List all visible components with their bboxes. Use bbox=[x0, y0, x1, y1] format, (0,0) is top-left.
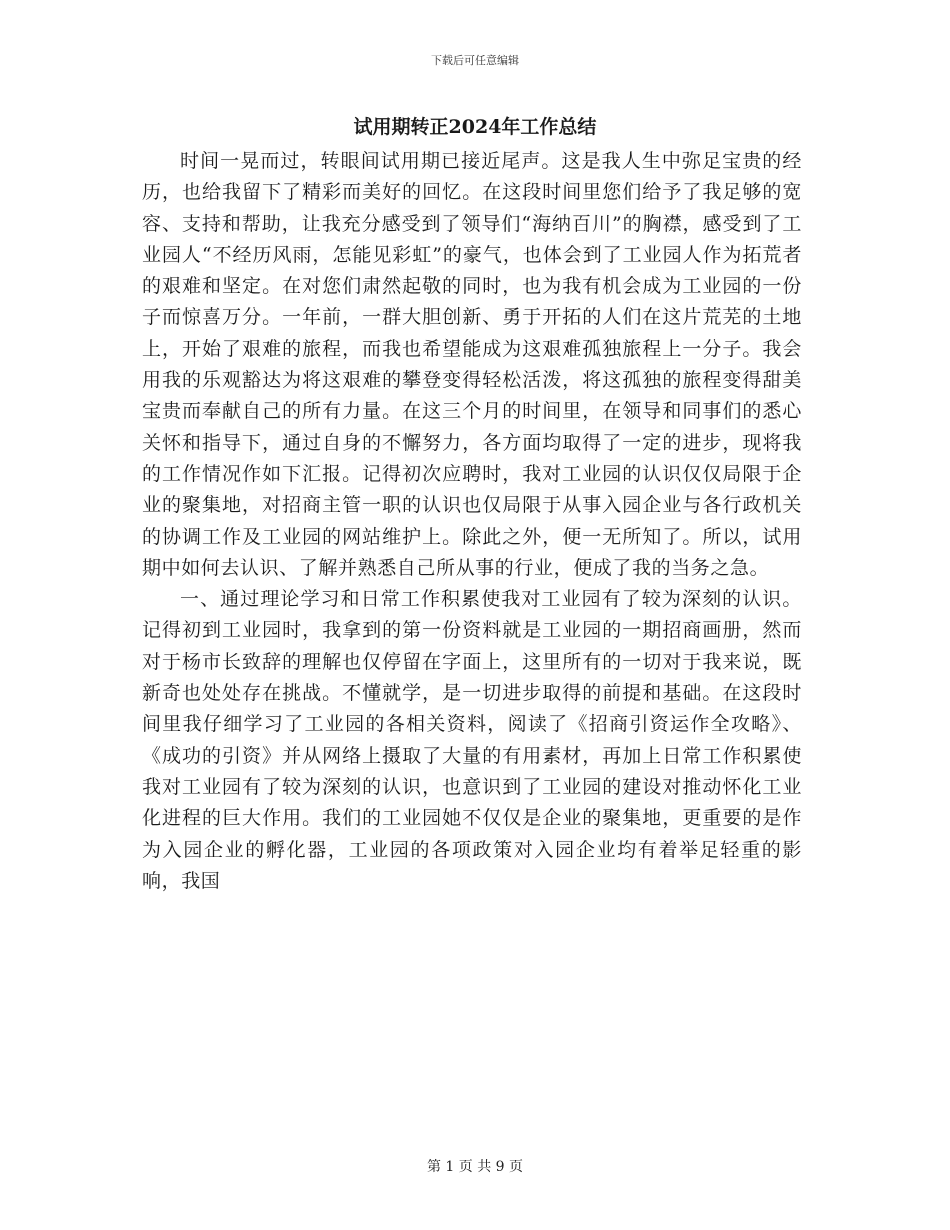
document-body bbox=[142, 146, 802, 897]
paragraph-intro: 时间一晃而过，转眼间试用期已接近尾声。这是我人生中弥足宝贵的经历，也给我留下了精彩而美好的回忆。在这段时间里您们给予了我足够的宽容、支持和帮助，让我充分感受到了领导们“海纳百川”的胸襟，感受到了工业园人“不经历风雨，怎能见彩虹”的豪气，也体会到了工业园人作为拓荒者的艰难和坚定。在对您们肃然起敬的同时，也为我有机会成为工业园的一份子而惊喜万分。一年前，一群大胆创新、勇于开拓的人们在这片荒芜的土地上，开始了艰难的旅程，而我也希望能成为这艰难孤独旅程上一分子。我会用我的乐观豁达为将这艰难的攀登变得轻松活泼，将这孤独的旅程变得甜美宝贵而奉献自己的所有力量。在这三个月的时间里，在领导和同事们的悉心关怀和指导下，通过自身的不懈努力，各方面均取得了一定的进步，现将我的工作情况作如下汇报。记得初次应聘时，我对工业园的认识仅仅局限于企业的聚集地，对招商主管一职的认识也仅局限于从事入园企业与各行政机关的协调工作及工业园的网站维护上。除此之外，便一无所知了。所以，试用期中如何去认识、了解并熟悉自己所从事的行业，便成了我的当务之急。 bbox=[142, 150, 802, 579]
page-indicator: 第 1 页 共 9 页 bbox=[426, 1159, 524, 1175]
header-note: 下载后可任意编辑 bbox=[431, 54, 519, 67]
document-title: 试用期转正2024年工作总结 bbox=[353, 116, 597, 138]
paragraph-section-one: 一、通过理论学习和日常工作积累使我对工业园有了较为深刻的认识。记得初到工业园时，我拿到的第一份资料就是工业园的一期招商画册，然而对于杨市长致辞的理解也仅停留在字面上，这里所有的一切对于我来说，既新奇也处处存在挑战。不懂就学，是一切进步取得的前提和基础。在这段时间里我仔细学习了工业园的各相关资料，阅读了《招商引资运作全攻略》、《成功的引资》并从网络上摄取了大量的有用素材，再加上日常工作积累使我对工业园有了较为深刻的认识，也意识到了工业园的建设对推动怀化工业化进程的巨大作用。我们的工业园她不仅仅是企业的聚集地，更重要的是作为入园企业的孵化器，工业园的各项政策对入园企业均有着举足轻重的影响，我国 bbox=[142, 588, 802, 892]
